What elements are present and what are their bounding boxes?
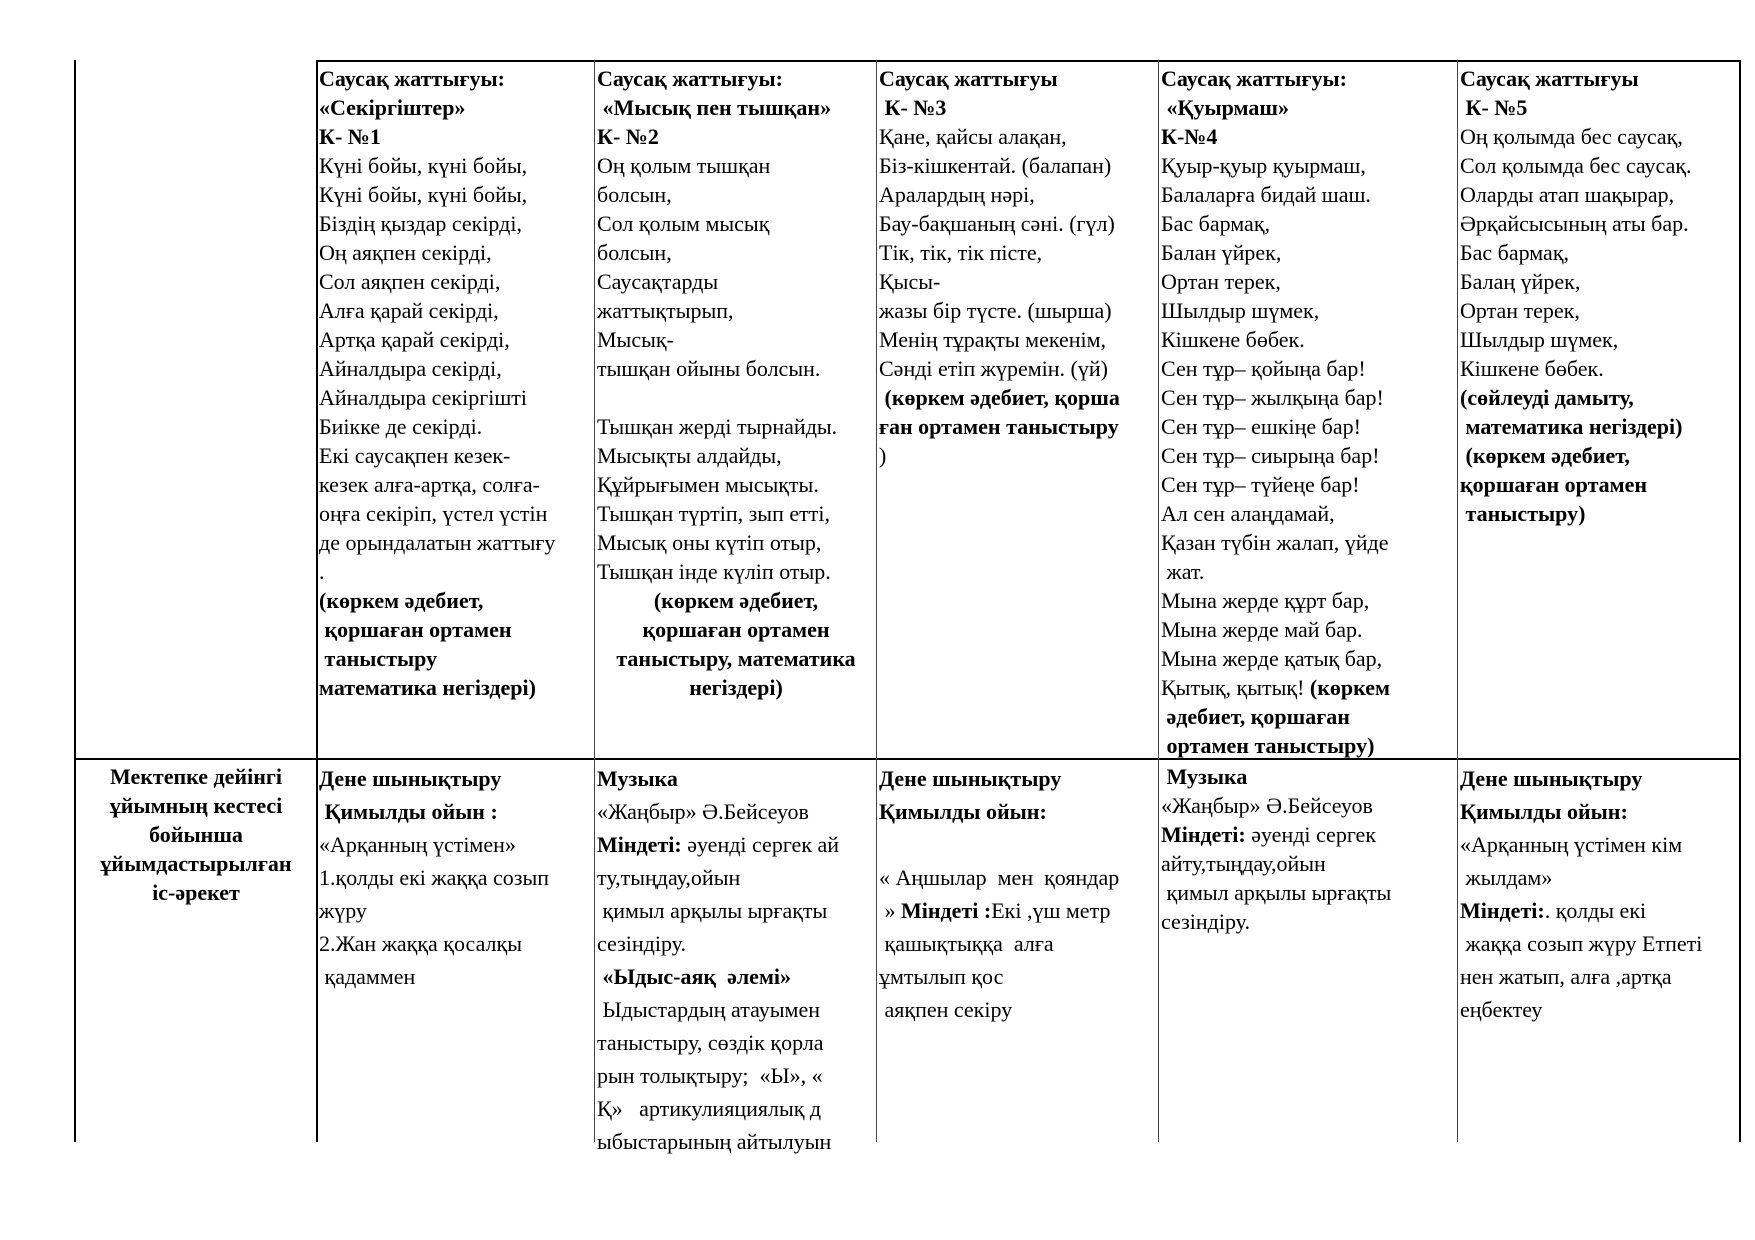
cell-line: Мысық оны күтіп отыр, xyxy=(597,530,822,555)
cell-line xyxy=(597,383,875,412)
cell-line: Ыдыстардың атауымен xyxy=(597,997,820,1022)
cell-line: Қазан түбін жалап, үйде xyxy=(1161,530,1389,555)
cell-line: жазы бір түсте. (шырша) xyxy=(879,298,1112,323)
activity-label-cell xyxy=(78,762,314,907)
cell-line: » Міндеті :Екі ,үш метр xyxy=(879,898,1111,923)
cell-line: (көркем әдебиет, xyxy=(1460,443,1630,468)
cell-line: «Арқанның үстімен кім xyxy=(1460,832,1683,857)
cell-line: Саусақ жаттығуы xyxy=(1460,66,1639,91)
cell-line: «Ыдыс-аяқ әлемі» xyxy=(597,964,792,989)
activity-cell-4 xyxy=(1161,762,1456,936)
cell-line: айту,тыңдау,ойын xyxy=(1161,851,1326,876)
cell-line: рын толықтыру; «Ы», « xyxy=(597,1063,823,1088)
cell-line: Күні бойы, күні бойы, xyxy=(319,153,528,178)
cell-line: Қуыр-қуыр қуырмаш, xyxy=(1161,153,1366,178)
cell-line: Кішкене бөбек. xyxy=(1161,327,1305,352)
cell-line: Шылдыр шүмек, xyxy=(1460,327,1619,352)
cell-line: ұйымдастырылған xyxy=(100,851,292,876)
cell-line: жаттықтырып, xyxy=(597,298,734,323)
cell-line: Сәнді етіп жүремін. (үй) xyxy=(879,356,1108,381)
cell-line: ұмтылып қос xyxy=(879,964,1004,989)
cell-line: қадаммен xyxy=(319,964,416,989)
cell-line: К- №5 xyxy=(1460,95,1528,120)
cell-line: Саусақтарды xyxy=(597,269,719,294)
cell-line: әдебиет, қоршаған xyxy=(1161,704,1350,729)
cell-line: Міндеті: әуенді сергек xyxy=(1161,822,1377,847)
label-column-border xyxy=(316,60,318,1142)
cell-line: қимыл арқылы ырғақты xyxy=(597,898,828,923)
cell-line: Сен тұр– сиырыңа бар! xyxy=(1161,443,1380,468)
cell-line: іс-әрекет xyxy=(152,880,240,905)
cell-line: Саусақ жаттығуы: xyxy=(597,66,783,91)
cell-line: Қытық, қытық! (көркем xyxy=(1161,675,1391,700)
cell-line: математика негіздері) xyxy=(1460,414,1683,439)
cell-line: (көркем әдебиет, xyxy=(653,588,819,613)
activity-cell-5 xyxy=(1460,762,1738,1026)
cell-line: кезек алға-артқа, солға- xyxy=(319,472,540,497)
cell-line: болсын, xyxy=(597,182,672,207)
activity-cell-2 xyxy=(597,762,875,1158)
cell-line: Дене шынықтыру xyxy=(1460,766,1643,791)
cell-line: Біз-кішкентай. (балапан) xyxy=(879,153,1112,178)
cell-line: қоршаған ортамен xyxy=(642,617,830,642)
cell-line: еңбектеу xyxy=(1460,997,1543,1022)
cell-line: Балаларға бидай шаш. xyxy=(1161,182,1371,207)
cell-line: Балаң үйрек, xyxy=(1460,269,1581,294)
cell-line: таныстыру) xyxy=(1460,501,1586,526)
cell-line: . xyxy=(319,559,325,584)
cell-line: Мына жерде құрт бар, xyxy=(1161,588,1370,613)
cell-line: Сол қолым мысық xyxy=(597,211,770,236)
cell-line: Ал сен алаңдамай, xyxy=(1161,501,1335,526)
table-top-border xyxy=(316,60,1741,62)
cell-line: болсын, xyxy=(597,240,672,265)
cell-line: Сол қолымда бес саусақ. xyxy=(1460,153,1692,178)
column-border xyxy=(1158,60,1159,1142)
cell-line: Айналдыра секірді, xyxy=(319,356,502,381)
table-left-border xyxy=(74,60,76,1142)
cell-line: аяқпен секіру xyxy=(879,997,1013,1022)
cell-line: «Қуырмаш» xyxy=(1161,95,1289,120)
cell-line: 1.қолды екі жаққа созып xyxy=(319,865,550,890)
cell-line: Мысық- xyxy=(597,327,674,352)
finger-exercise-cell-4 xyxy=(1161,64,1456,760)
cell-line: Күні бойы, күні бойы, xyxy=(319,182,528,207)
cell-line: Оларды атап шақырар, xyxy=(1460,182,1675,207)
table-right-border xyxy=(1739,60,1741,1142)
cell-line: Міндеті: әуенді сергек ай xyxy=(597,832,840,857)
cell-line: Ортан терек, xyxy=(1161,269,1281,294)
cell-line: Қимылды ойын : xyxy=(319,799,498,824)
cell-line: Қимылды ойын: xyxy=(1460,799,1628,824)
cell-line: Музыка xyxy=(1161,764,1248,789)
cell-line: Менің тұрақты мекенім, xyxy=(879,327,1107,352)
cell-line: Тышқан інде күліп отыр. xyxy=(597,559,831,584)
cell-line: Екі саусақпен кезек- xyxy=(319,443,511,468)
cell-line: жылдам» xyxy=(1460,865,1553,890)
cell-line: «Секіргіштер» xyxy=(319,95,466,120)
column-border xyxy=(594,60,595,1142)
cell-line: 2.Жан жаққа қосалқы xyxy=(319,931,522,956)
row-divider xyxy=(74,758,1741,760)
cell-line: Биікке де секірді. xyxy=(319,414,483,439)
cell-line: Аралардың нәрі, xyxy=(879,182,1035,207)
cell-line: таныстыру, математика xyxy=(616,646,856,671)
cell-line: « Аңшылар мен қояндар xyxy=(879,865,1120,890)
cell-line: Балан үйрек, xyxy=(1161,240,1282,265)
cell-line: Сен тұр– түйеңе бар! xyxy=(1161,472,1360,497)
cell-line: «Арқанның үстімен» xyxy=(319,832,516,857)
cell-line: сезіндіру. xyxy=(597,931,686,956)
cell-line: оңға секіріп, үстел үстін xyxy=(319,501,548,526)
cell-line: бойынша xyxy=(149,822,243,847)
cell-line: (көркем әдебиет, қорша xyxy=(879,385,1120,410)
cell-line: Шылдыр шүмек, xyxy=(1161,298,1320,323)
cell-line: Саусақ жаттығуы: xyxy=(319,66,505,91)
cell-line: Мысықты алдайды, xyxy=(597,443,782,468)
cell-line: (көркем әдебиет, xyxy=(319,588,484,613)
cell-line: жүру xyxy=(319,898,367,923)
cell-line: «Жаңбыр» Ә.Бейсеуов xyxy=(1161,793,1373,818)
cell-line: «Мысық пен тышқан» xyxy=(597,95,832,120)
cell-line: Музыка xyxy=(597,766,678,791)
cell-line: қоршаған ортамен xyxy=(1460,472,1648,497)
cell-line: Сол аяқпен секірді, xyxy=(319,269,501,294)
cell-line: Оң аяқпен секірді, xyxy=(319,240,492,265)
cell-line: негіздері) xyxy=(689,675,783,700)
cell-line: таныстыру, сөздік қорла xyxy=(597,1030,824,1055)
activity-cell-1 xyxy=(319,762,593,993)
cell-line: Сен тұр– ешкіңе бар! xyxy=(1161,414,1361,439)
activity-cell-3 xyxy=(879,762,1157,1026)
cell-line: К- №3 xyxy=(879,95,947,120)
cell-line: Сен тұр– қойыңа бар! xyxy=(1161,356,1366,381)
cell-line: Айналдыра секіргішті xyxy=(319,385,528,410)
cell-line: Әрқайсысының аты бар. xyxy=(1460,211,1689,236)
cell-line: ту,тыңдау,ойын xyxy=(597,865,741,890)
cell-line: Оң қолымда бес саусақ, xyxy=(1460,124,1683,149)
column-border xyxy=(876,60,877,1142)
cell-line: Бас бармақ, xyxy=(1161,211,1271,236)
cell-line: ортамен таныстыру) xyxy=(1161,733,1375,758)
cell-line: Тік, тік, тік пісте, xyxy=(879,240,1043,265)
cell-line: Қысы- xyxy=(879,269,941,294)
cell-line: тышқан ойыны болсын. xyxy=(597,356,821,381)
cell-line: (сөйлеуді дамыту, xyxy=(1460,385,1634,410)
cell-line: математика негіздері) xyxy=(319,675,536,700)
cell-line: Мына жерде май бар. xyxy=(1161,617,1363,642)
cell-line: қоршаған ортамен xyxy=(319,617,512,642)
cell-line: Кішкене бөбек. xyxy=(1460,356,1604,381)
cell-line: Саусақ жаттығуы xyxy=(879,66,1058,91)
cell-line: Ортан терек, xyxy=(1460,298,1580,323)
cell-line: сезіндіру. xyxy=(1161,909,1250,934)
cell-line: Мына жерде қатық бар, xyxy=(1161,646,1383,671)
cell-line: Саусақ жаттығуы: xyxy=(1161,66,1347,91)
cell-line: «Жаңбыр» Ә.Бейсеуов xyxy=(597,799,809,824)
cell-line: ) xyxy=(879,443,887,468)
cell-line: К-№4 xyxy=(1161,124,1218,149)
cell-line: Тышқан түртіп, зып етті, xyxy=(597,501,830,526)
cell-line: Бау-бақшаның сәні. (гүл) xyxy=(879,211,1115,236)
cell-line: Біздің қыздар секірді, xyxy=(319,211,522,236)
cell-line xyxy=(879,828,1157,861)
finger-exercise-cell-3 xyxy=(879,64,1157,470)
cell-line: Міндеті:. қолды екі xyxy=(1460,898,1647,923)
cell-line: Сен тұр– жылқыңа бар! xyxy=(1161,385,1384,410)
cell-line: Қане, қайсы алақан, xyxy=(879,124,1067,149)
cell-line: қашықтыққа алға xyxy=(879,931,1054,956)
finger-exercise-cell-2 xyxy=(597,64,875,702)
cell-line: нен жатып, алға ,артқа xyxy=(1460,964,1672,989)
cell-line: Оң қолым тышқан xyxy=(597,153,771,178)
column-border xyxy=(1457,60,1458,1142)
cell-line: ған ортамен таныстыру xyxy=(879,414,1119,439)
cell-line: Қимылды ойын: xyxy=(879,799,1047,824)
cell-line: таныстыру xyxy=(319,646,438,671)
cell-line: Құйрығымен мысықты. xyxy=(597,472,819,497)
cell-line: Артқа қарай секірді, xyxy=(319,327,510,352)
cell-line: Бас бармақ, xyxy=(1460,240,1570,265)
cell-line: К- №1 xyxy=(319,124,381,149)
cell-line: жат. xyxy=(1161,559,1205,584)
cell-line: ыбыстарының айтылуын xyxy=(597,1129,832,1154)
cell-line: Алға қарай секірді, xyxy=(319,298,499,323)
finger-exercise-cell-1 xyxy=(319,64,593,702)
cell-line: Дене шынықтыру xyxy=(879,766,1062,791)
cell-line: ұйымның кестесі xyxy=(109,793,283,818)
cell-line: қимыл арқылы ырғақты xyxy=(1161,880,1392,905)
cell-line: де орындалатын жаттығу xyxy=(319,530,556,555)
cell-line: жаққа созып жүру Етпеті xyxy=(1460,931,1703,956)
cell-line: Қ» артикулияциялық д xyxy=(597,1096,822,1121)
cell-line: К- №2 xyxy=(597,124,659,149)
cell-line: Тышқан жерді тырнайды. xyxy=(597,414,838,439)
finger-exercise-cell-5 xyxy=(1460,64,1738,528)
cell-line: Мектепке дейінгі xyxy=(109,764,282,789)
cell-line: Дене шынықтыру xyxy=(319,766,502,791)
